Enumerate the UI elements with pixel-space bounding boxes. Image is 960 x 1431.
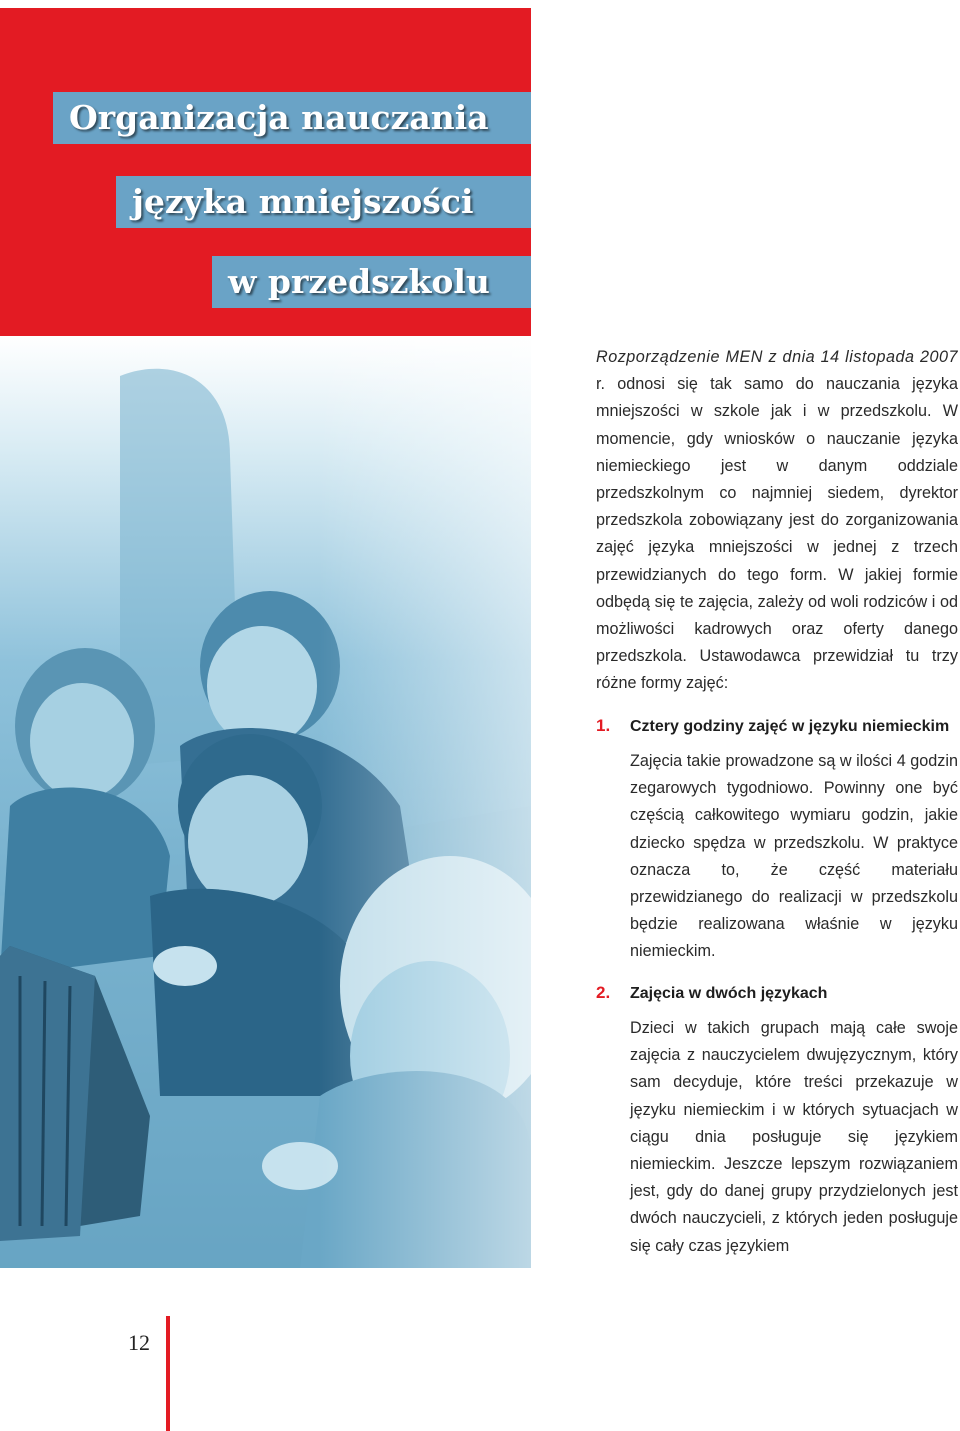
intro-paragraph bbox=[596, 344, 958, 698]
intro-text: r. odnosi się tak samo do nauczania języka mniejszości w szkole jak i w przedszkolu. W momencie, gdy wniosków o nauczanie języka niemieckiego jest w danym oddziale przedszkolnym co najmniej siedem, dyrektor przedszkola zobowiązany jest do zorganizowania zajęć języka mniejszości w jednej z trzech przewidzianych do tego form. W jakiej formie odbędą się te zajęcia, zależy od woli rodziców i od możliwości kadrowych oraz oferty danego przedszkola. Ustawodawca przewidział tu trzy różne formy zajęć: bbox=[596, 375, 958, 693]
regulation-reference: Rozporządzenie MEN z dnia 14 listopada 2007 bbox=[596, 348, 958, 366]
item-body: Dzieci w takich grupach mają całe swoje zajęcia z nauczycielem dwujęzycznym, który sam decyduje, które treści przekazuje w języku niemieckim i w których sytuacjach w ciągu dnia posługuje się językiem niemieckim. Jeszcze lepszym rozwiązaniem jest, gdy do danej grupy przydzielonych jest dwóch nauczycieli, z których jeden posługuje się cały czas językiem bbox=[630, 1019, 958, 1255]
item-number: 1. bbox=[596, 716, 611, 735]
item-body: Zajęcia takie prowadzone są w ilości 4 godzin zegarowych tygodniowo. Powinny one być częścią całkowitego wymiaru godzin, jakie dziecko spędza w przedszkolu. W praktyce oznacza to, że część materiału przewidzianego do realizacji w przedszkolu będzie realizowana właśnie w języku niemieckim. bbox=[630, 752, 958, 961]
form-item-2 bbox=[596, 983, 958, 1260]
title-line-2: języka mniejszości bbox=[116, 176, 531, 228]
form-item-1 bbox=[596, 716, 958, 966]
item-number: 2. bbox=[596, 983, 611, 1002]
item-title: Cztery godziny zajęć w języku niemieckim bbox=[630, 718, 950, 735]
page-number-rule bbox=[166, 1316, 170, 1431]
title-line-1: Organizacja nauczania bbox=[53, 92, 531, 144]
item-title: Zajęcia w dwóch językach bbox=[630, 985, 828, 1002]
title-line-3: w przedszkolu bbox=[212, 256, 531, 308]
children-classroom-photo bbox=[0, 336, 531, 1268]
page-number: 12 bbox=[128, 1330, 150, 1355]
